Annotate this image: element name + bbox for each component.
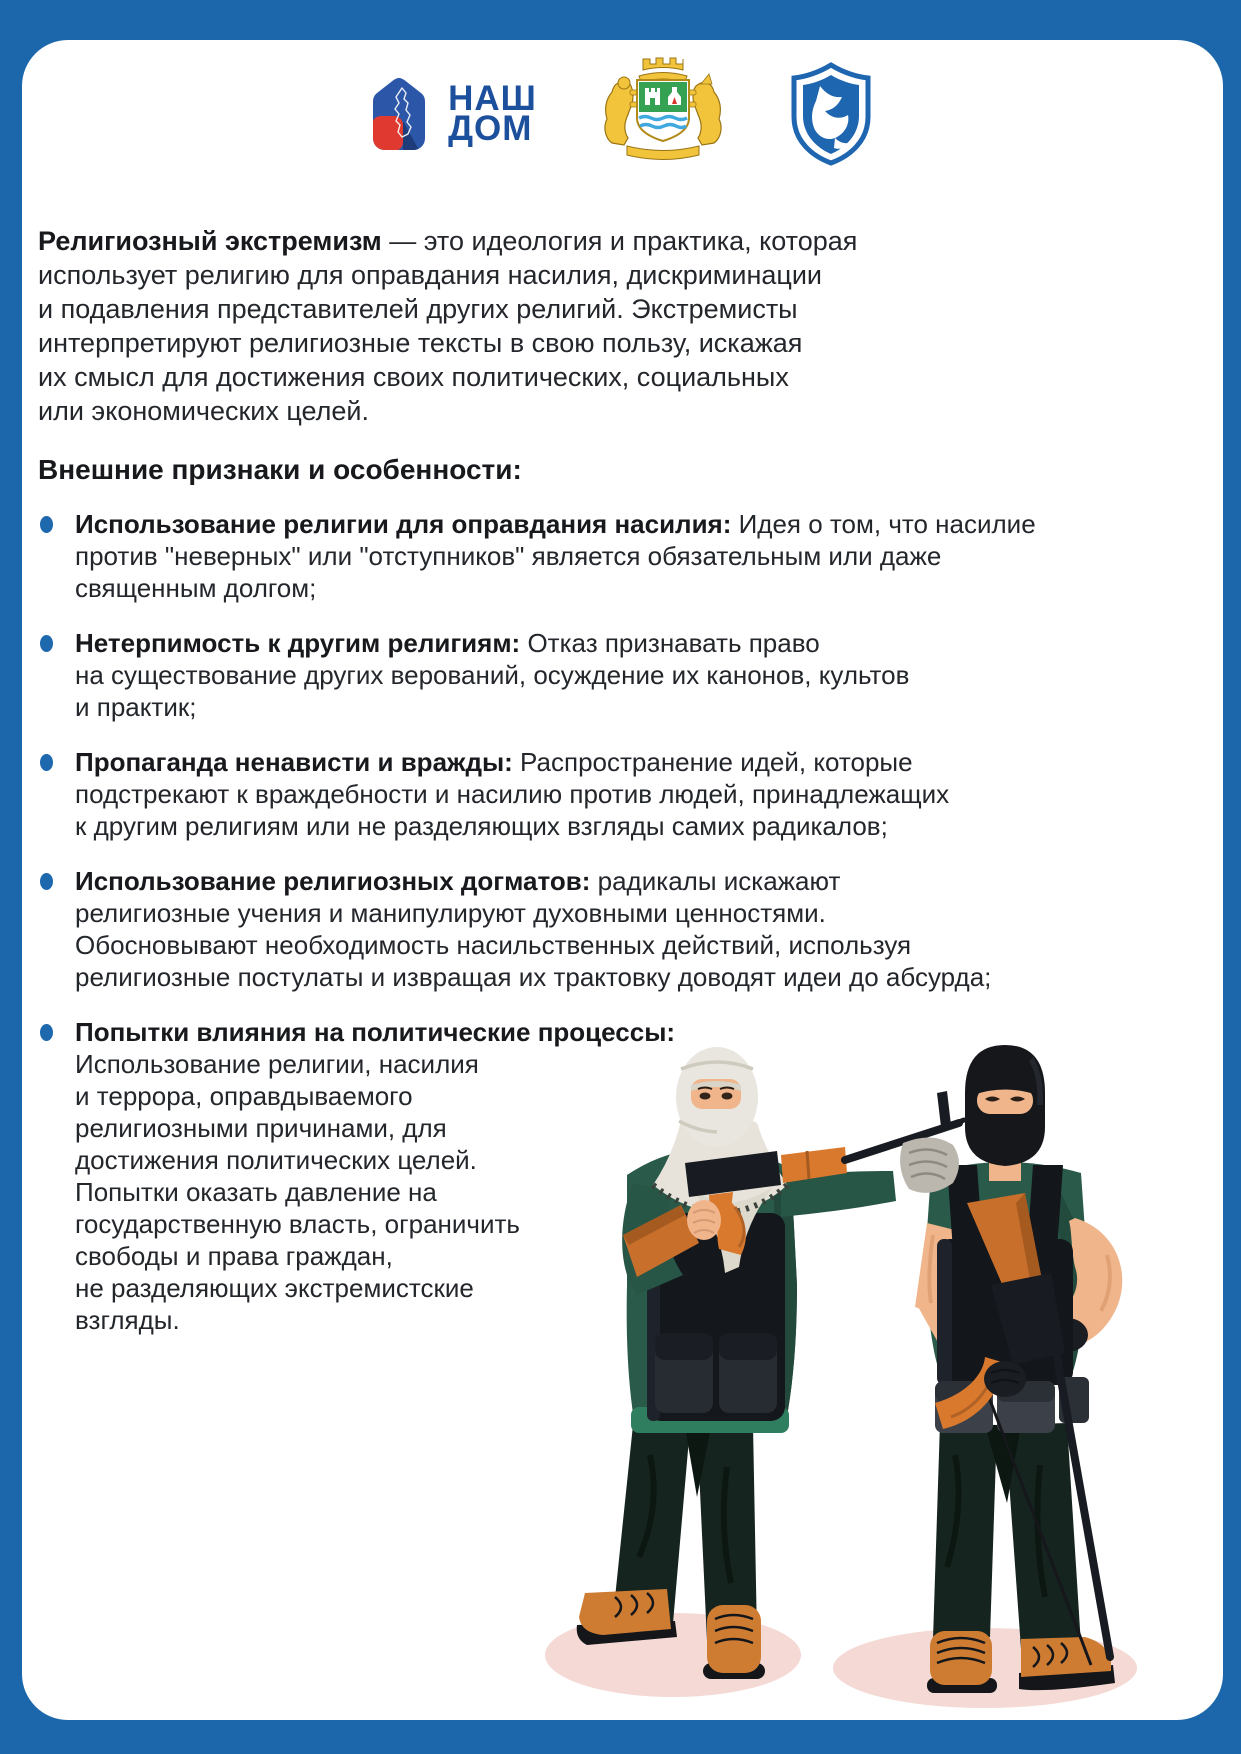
masked-militants-rifles-illustration [485,1035,1145,1715]
text-line: религиозные постулаты и извращая их трактовку доводят идеи до абсурда; [75,962,992,992]
logo-text-line1: НАШ [448,79,537,118]
text-line: священным долгом; [75,573,317,603]
bullet-item-intolerance [38,627,1168,723]
bullet-rest: Распространение идей, которые [512,747,913,777]
text-line: на существование других верований, осуждение их канонов, культов [75,660,910,690]
bullet-lines [75,897,1168,993]
bullet-lead: Использование религии для оправдания насилия: [75,509,732,539]
intro-rest: — это идеология и практика, которая [381,226,858,256]
bullet-lines [75,778,1168,842]
logo-text-line2: ДОМ [448,109,533,148]
bullet-lines [75,659,1168,723]
bullet-dot-icon [40,873,53,890]
intro-paragraph [38,224,1168,428]
bullet-item-dogmas [38,865,1168,993]
intro-lead: Религиозный экстремизм [38,226,382,256]
text-line: использует религию для оправдания насилия, дискриминации [38,260,823,290]
bullet-lead: Пропаганда ненависти и вражды: [75,747,513,777]
text-line: или экономических целей. [38,396,370,426]
poster-card [22,40,1223,1720]
text-line: к другим религиям или не разделяющих взгляды самих радикалов; [75,811,888,841]
bullet-lines [75,540,1168,604]
text-line: и подавления представителей других религий. Экстремисты [38,294,798,324]
bullet-item-hate-propaganda [38,746,1168,842]
bullet-rest: радикалы искажают [590,866,841,896]
text-line: государственную власть, ограничить [75,1209,520,1239]
text-line: Использование религии, насилия [75,1049,479,1079]
yekaterinburg-crest-icon [593,54,733,174]
bullet-dot-icon [40,1024,53,1041]
intro-first-line [38,224,1168,258]
text-line: достижения политических целей. [75,1145,477,1175]
bullet-item-religion-violence [38,508,1168,604]
logos-row [22,54,1223,174]
text-line: их смысл для достижения своих политических, социальных [38,362,789,392]
bullet-lead: Нетерпимость к другим религиям: [75,628,521,658]
text-line: свободы и права граждан, [75,1241,393,1271]
logo-nash-dom [372,77,537,152]
bullet-dot-icon [40,754,53,771]
text-line: взгляды. [75,1305,180,1335]
text-line: не разделяющих экстремистские [75,1273,474,1303]
logo-nash-dom-text [448,79,537,148]
bullet-lead: Попытки влияния на политические процессы: [75,1017,676,1047]
text-line: религиозные учения и манипулируют духовными ценностями. [75,898,826,928]
bullet-rest: Идея о том, что насилие [731,509,1036,539]
text-line: интерпретируют религиозные тексты в свою пользу, искажая [38,328,803,358]
text-line: подстрекают к враждебности и насилию против людей, принадлежащих [75,779,950,809]
text-line: Обосновывают необходимость насильственных действий, используя [75,930,912,960]
text-line: религиозными причинами, для [75,1113,447,1143]
text-line: и практик; [75,692,197,722]
house-map-icon [372,77,426,152]
dove-shield-icon [789,62,873,166]
text-line: против "неверных" или "отступников" является обязательным или даже [75,541,942,571]
bullet-rest: Отказ признавать право [520,628,820,658]
bullet-dot-icon [40,635,53,652]
militant-keffiyeh [577,1047,964,1679]
text-line: и террора, оправдываемого [75,1081,413,1111]
bullet-lead: Использование религиозных догматов: [75,866,591,896]
text-line: Попытки оказать давление на [75,1177,437,1207]
intro-lines [38,258,1168,428]
section-heading: Внешние признаки и особенности: [38,454,522,485]
bullet-dot-icon [40,516,53,533]
